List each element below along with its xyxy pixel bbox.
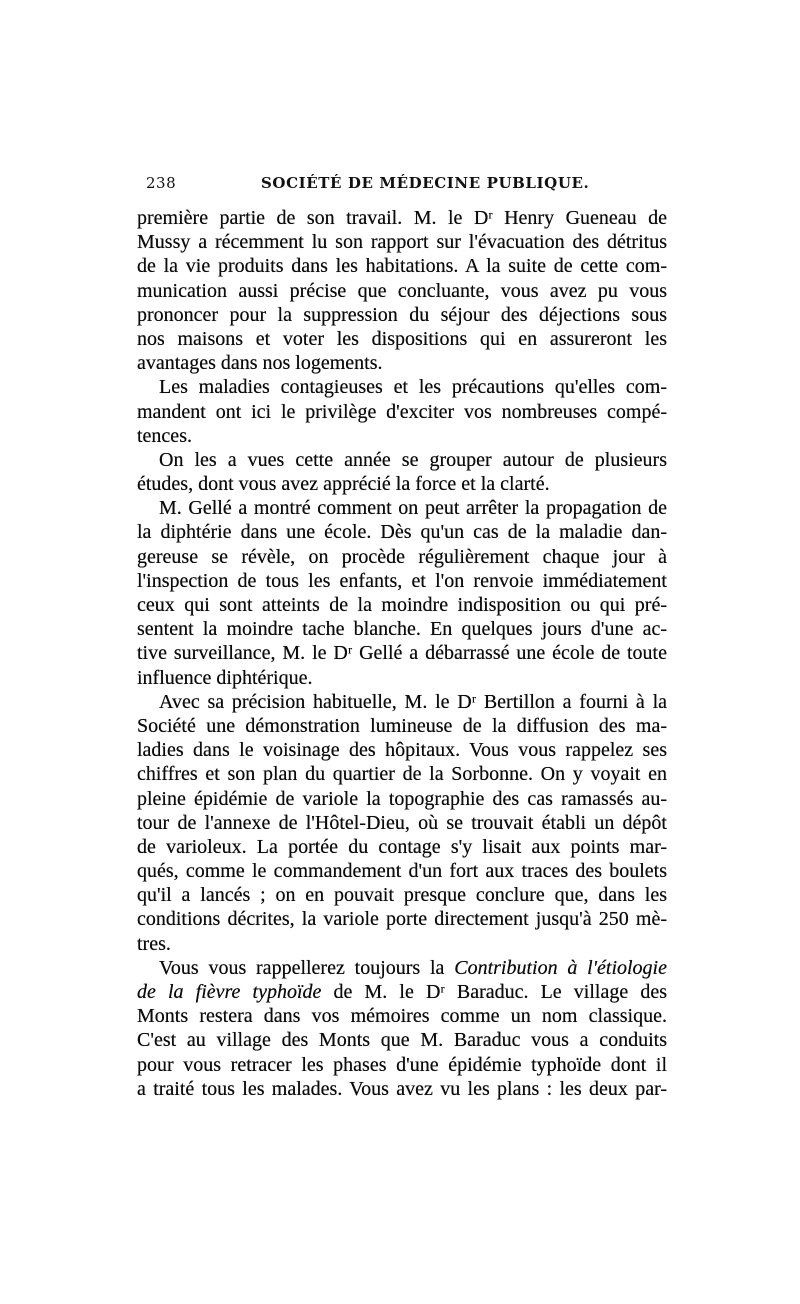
text-line: ladies dans le voisinage des hôpitaux. Vous vous rappelez ses [137,739,667,762]
text-line: munication aussi précise que concluante, vous avez pu vous [137,279,667,302]
text-line: a traité tous les malades. Vous avez vu les plans : les deux par- [137,1077,667,1100]
text-line: de varioleux. La portée du contage s'y lisait aux points mar- [137,835,667,858]
text-line: conditions décrites, la variole porte directement jusqu'à 250 mè- [137,908,667,931]
text-line: pleine épidémie de variole la topographie des cas ramassés au- [137,787,667,810]
text-line: C'est au village des Monts que M. Baraduc vous a conduits [137,1029,667,1052]
contribution-title: Contribution à l'étiologie [454,956,667,979]
text-line: chiffres et son plan du quartier de la Sorbonne. On y voyait en [137,763,667,786]
paragraph-start-contribution [137,956,667,980]
text-line: qu'il a lancés ; on en pouvait presque conclure que, dans les [137,884,667,907]
paragraph-start: M. Gellé a montré comment on peut arrêter la propagation de [159,497,667,520]
text-line: tive surveillance, M. le Dʳ Gellé a débarrassé une école de toute [137,642,667,665]
text-line: mandent ont ici le privilège d'exciter vos nombreuses compé- [137,400,667,423]
text-line: influence diphtérique. [137,666,313,689]
body-text [137,206,667,1101]
text-line: tour de l'annexe de l'Hôtel-Dieu, où se trouvait établi un dépôt [137,811,667,834]
text-line: première partie de son travail. M. le Dʳ Henry Gueneau de [137,207,667,229]
text-line: tences. [137,424,192,447]
text-line: prononcer pour la suppression du séjour des déjections sous [137,303,667,326]
text-line: sentent la moindre tache blanche. En quelques jours d'une ac- [137,618,667,641]
text-line: la diphtérie dans une école. Dès qu'un cas de la maladie dan- [137,521,667,544]
running-head: SOCIÉTÉ DE MÉDECINE PUBLIQUE. [261,174,590,192]
paragraph-start: On les a vues cette année se grouper autour de plusieurs [159,448,667,471]
text-line: pour vous retracer les phases d'une épidémie typhoïde dont il [137,1053,667,1076]
contribution-title-cont: de la fièvre typhoïde [137,981,322,1003]
text-line: de la fièvre typhoïde de M. le Dʳ Baraduc. Le village des [137,981,667,1003]
text-line: ceux qui sont atteints de la moindre indisposition ou qui pré- [137,594,667,616]
text-line: gereuse se révèle, on procède régulièrement chaque jour à [137,545,667,568]
paragraph-start: Les maladies contagieuses et les précautions qu'elles com- [159,376,667,399]
text-line: de la vie produits dans les habitations. A la suite de cette com- [137,255,667,278]
text-line: avantages dans nos logements. [137,352,383,375]
page-header [146,174,666,198]
text-line: tres. [137,932,171,955]
paragraph-start: Avec sa précision habituelle, M. le Dʳ Bertillon a fourni à la [159,690,667,713]
contribution-lead-text: Vous vous rappellerez toujours la [159,956,455,979]
text-line: l'inspection de tous les enfants, et l'on renvoie immédiatement [137,569,667,592]
text-line: Société une démonstration lumineuse de la diffusion des ma- [137,714,667,737]
page-number: 238 [146,174,177,192]
text-line: qués, comme le commandement d'un fort aux traces des boulets [137,860,667,883]
text-line: études, dont vous avez apprécié la force et la clarté. [137,473,550,496]
text-line: nos maisons et voter les dispositions qui en assureront les [137,327,667,350]
text-line: Mussy a récemment lu son rapport sur l'évacuation des détritus [137,231,667,254]
text-line: Monts restera dans vos mémoires comme un nom classique. [137,1005,667,1028]
